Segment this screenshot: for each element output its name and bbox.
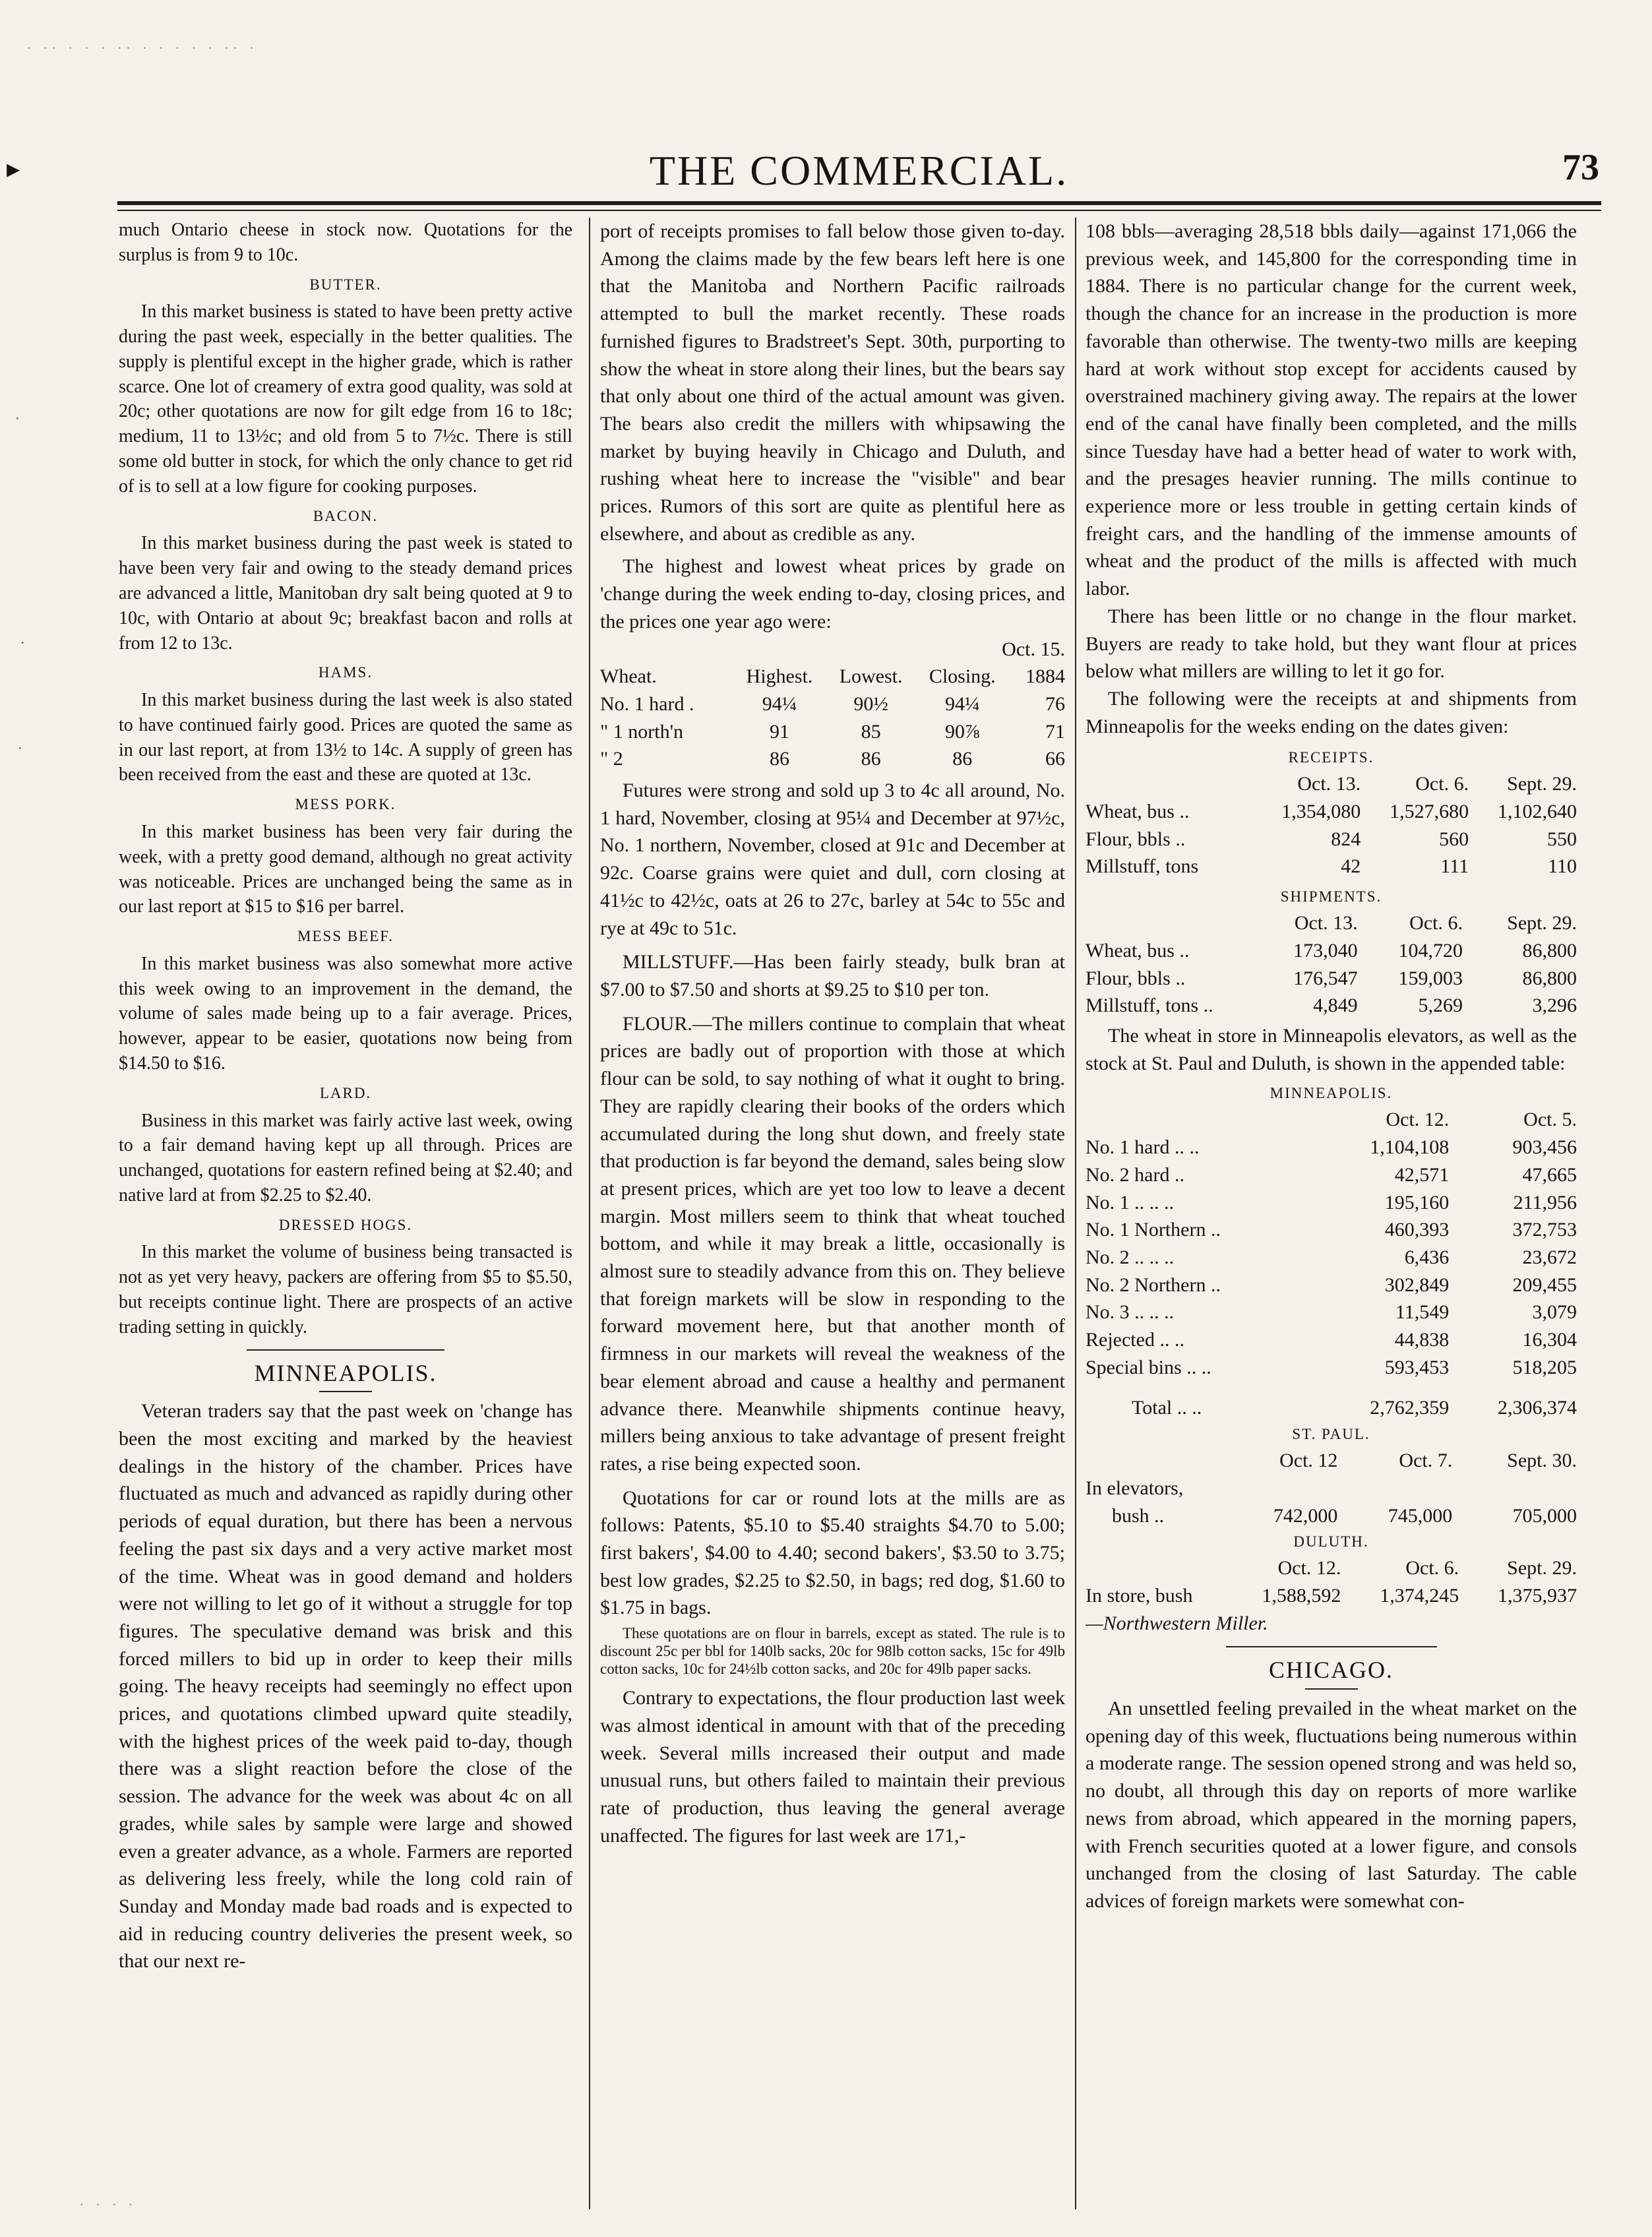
table-cell: 745,000 xyxy=(1388,1504,1453,1527)
table-header: Oct. 13. xyxy=(1297,773,1361,795)
table-cell: 86 xyxy=(861,748,881,770)
table-cell: 86,800 xyxy=(1522,967,1577,989)
table-cell: 1,374,245 xyxy=(1380,1584,1459,1607)
table-cell: Rejected .. .. xyxy=(1086,1329,1184,1351)
table-cell: No. 2 .. .. .. xyxy=(1086,1246,1175,1268)
table-row xyxy=(1086,798,1577,826)
table-cell: 16,304 xyxy=(1522,1329,1577,1351)
table-cell: 5,269 xyxy=(1418,995,1463,1017)
paragraph: Business in this market was fairly active last week, owing to a fair demand having kept up all through. Prices are unchanged, quotations for eastern refined being at $2.40; and native lard at from $2.25 to $2.40. xyxy=(119,1110,572,1206)
section-heading: LARD. xyxy=(319,1084,372,1101)
table-cell: 42,571 xyxy=(1394,1163,1450,1186)
source-credit: —Northwestern Miller. xyxy=(1086,1612,1268,1634)
scan-noise: · ·· · · · ·· · · · · · ·· · xyxy=(26,40,259,56)
section-heading: DRESSED HOGS. xyxy=(278,1216,413,1233)
table-header: Oct. 12 xyxy=(1279,1450,1338,1472)
table-header: Wheat. xyxy=(600,665,657,688)
table-header-row xyxy=(1086,1106,1577,1134)
table-caption: ST. PAUL. xyxy=(1292,1426,1370,1443)
table-date: Oct. 15. xyxy=(1002,638,1065,660)
section-heading: BACON. xyxy=(313,507,379,524)
table-cell: 23,672 xyxy=(1522,1246,1577,1268)
margin-speck: · xyxy=(15,409,20,428)
paragraph: Futures were strong and sold up 3 to 4c all around, No. 1 hard, November, closing at 95¼ and December at 97½c, No. 1 northern, November, closed at 91c and December at 92c. Coarse grains were quiet and dull, corn closing at 41½c to 42½c, oats at 26 to 27c, barley at 54c to 55c and rye at 49c to 51c. xyxy=(600,780,1065,939)
table-cell: 90½ xyxy=(853,692,888,715)
table-cell: 86 xyxy=(769,748,789,770)
table-cell: 460,393 xyxy=(1384,1219,1450,1241)
st-paul-table xyxy=(1086,1447,1577,1529)
table-header: Oct. 13. xyxy=(1294,912,1358,935)
page-marker-icon: ▸ xyxy=(7,154,20,183)
table-cell: No. 1 hard . xyxy=(600,692,694,715)
table-cell: 3,296 xyxy=(1532,995,1577,1017)
table-header: Oct. 6. xyxy=(1405,1557,1459,1579)
table-row xyxy=(1086,1582,1577,1610)
table-cell: No. 2 hard .. xyxy=(1086,1163,1184,1186)
table-cell: 1,104,108 xyxy=(1370,1136,1450,1159)
table-caption: DULUTH. xyxy=(1293,1533,1369,1550)
table-cell: 372,753 xyxy=(1512,1219,1577,1241)
table-cell: No. 1 Northern .. xyxy=(1086,1219,1221,1241)
table-cell: 518,205 xyxy=(1512,1356,1577,1378)
table-cell: 176,547 xyxy=(1293,967,1358,989)
paragraph: In this market business has been very fair during the week, with a pretty good demand, although no great activity was noticeable. Prices are unchanged being the same as in our last report at $15 to $16 per barrel. xyxy=(119,821,572,917)
paragraph: port of receipts promises to fall below those given to-day. Among the claims made by the few bears left here is one that the Manitoba and Northern Pacific railroads attempted to bull the market recently. These roads furnished figures to Bradstreet's Sept. 30th, purporting to show the wheat in store along their lines, but the bears say that only about one third of the actual amount was given. The bears also credit the millers with whipsawing the market by buying heavily in Chicago and Duluth, and rushing wheat here to increase the "visible" and bear prices. Rumors of this sort are quite as plentiful here as elsewhere, and about as credible as any. xyxy=(600,220,1065,545)
paragraph: In this market business was also somewhat more active this week owing to an improvement in the demand, the volume of sales made being up to a fair average. Prices, however, appear to be easier, quotations now being from $14.50 to $16. xyxy=(119,953,572,1074)
section-divider xyxy=(1226,1646,1437,1647)
section-divider xyxy=(247,1349,444,1351)
table-cell: 1,102,640 xyxy=(1498,801,1577,823)
paragraph: The highest and lowest wheat prices by grade on 'change during the week ending to-day, closing prices, and the prices one year ago were: xyxy=(600,555,1065,632)
table-cell: 4,849 xyxy=(1313,995,1358,1017)
table-header xyxy=(1086,1106,1322,1134)
table-cell: 111 xyxy=(1440,855,1469,878)
duluth-table xyxy=(1086,1554,1577,1609)
scan-noise: · · · · xyxy=(79,2196,137,2213)
paragraph: In this market the volume of business being transacted is not as yet very heavy, packers are offering from $5 to $5.50, but receipts continue light. There are prospects of an active trading setting in quickly. xyxy=(119,1242,572,1337)
table-cell: 47,665 xyxy=(1522,1163,1577,1186)
margin-speck: · xyxy=(20,633,26,652)
table-row xyxy=(600,690,1065,718)
table-header-row xyxy=(1086,1447,1577,1475)
table-cell: 211,956 xyxy=(1513,1191,1577,1213)
table-header-row xyxy=(1086,909,1577,937)
table-row xyxy=(1086,1189,1577,1217)
table-cell: bush .. xyxy=(1112,1504,1165,1527)
table-cell: Flour, bbls .. xyxy=(1086,828,1186,850)
table-cell: Wheat, bus .. xyxy=(1086,939,1190,962)
paragraph: The following were the receipts at and shipments from Minneapolis for the weeks ending on the dates given: xyxy=(1086,687,1577,737)
table-cell: 560 xyxy=(1439,828,1469,850)
table-cell: 94¼ xyxy=(762,692,797,715)
table-cell: 593,453 xyxy=(1384,1356,1450,1378)
table-total-row xyxy=(1086,1394,1577,1422)
table-cell: 1,527,680 xyxy=(1390,801,1469,823)
column-2 xyxy=(600,218,1065,2209)
table-row xyxy=(1086,1502,1577,1530)
page-number: 73 xyxy=(1562,147,1599,188)
table-cell: 42 xyxy=(1341,855,1361,878)
table-header-row xyxy=(600,663,1065,690)
masthead-rule-thick xyxy=(117,201,1601,205)
footnote: These quotations are on flour in barrels, except as stated. The rule is to discount 25c per bbl for 140lb sacks, 20c for 98lb cotton sacks, 15c for 49lb cotton sacks, 10c for 24½lb cotton sacks, and 20c for 49lb paper sacks. xyxy=(600,1625,1065,1678)
paragraph: An unsettled feeling prevailed in the wheat market on the opening day of this week, fluctuations being numerous within a moderate range. The session opened strong and was held so, no doubt, all through this day on reports of more warlike news from abroad, which appeared in the morning papers, with French securities quoted at a lower figure, and consols unchanged from the closing of last Saturday. The cable advices of foreign markets were somewhat con- xyxy=(1086,1698,1577,1912)
table-row xyxy=(1086,1326,1577,1354)
table-cell: 2,306,374 xyxy=(1498,1397,1577,1419)
table-header: Oct. 6. xyxy=(1409,912,1463,935)
table-cell: 86,800 xyxy=(1522,939,1577,962)
table-cell: 195,160 xyxy=(1384,1191,1450,1213)
table-header: Oct. 12. xyxy=(1386,1109,1450,1131)
table-row xyxy=(1086,1475,1577,1502)
table-cell: 91 xyxy=(769,720,789,743)
table-cell: 85 xyxy=(861,720,881,743)
table-header: Oct. 6. xyxy=(1415,773,1469,795)
table-cell: 742,000 xyxy=(1273,1504,1338,1527)
masthead-title: THE COMMERCIAL. xyxy=(649,147,1069,194)
table-header: 1884 xyxy=(1025,665,1065,688)
table-header: Sept. 29. xyxy=(1507,912,1577,935)
table-row xyxy=(1086,853,1577,880)
table-cell: 44,838 xyxy=(1394,1329,1450,1351)
table-row xyxy=(1086,1354,1577,1382)
table-row xyxy=(1086,937,1577,965)
table-cell: 1,375,937 xyxy=(1498,1584,1577,1607)
table-row xyxy=(1086,992,1577,1020)
table-cell: Special bins .. .. xyxy=(1086,1356,1211,1378)
table-header-row xyxy=(1086,770,1577,798)
paragraph: Veteran traders say that the past week on 'change has been the most exciting and marked by the heaviest dealings in the history of the chamber. Prices have fluctuated as much and advanced as rapidly during other periods of equal duration, but there has been a nervous feeling the past six days and a very active market most of the time. Wheat was in good demand and holders were not willing to let go of it without a struggle for top figures. The speculative demand was brisk and this forced millers to bid up in order to keep their mills going. The heavy receipts had seemingly no effect upon prices, and quotations climbed upward quite steadily, with the highest prices of the week paid to-day, though there was a slight reaction before the close of the session. The advance for the week was about 4c on all grades, while sales by sample were large and showed even a greater advance, as a whole. Farmers are reported as delivering less freely, while the long cold rain of Sunday and Monday made bad roads and is expected to aid in reducing country deliveries the present week, so that our next re- xyxy=(119,1400,572,1973)
table-header: Sept. 29. xyxy=(1507,1557,1577,1579)
margin-speck: · xyxy=(17,739,23,758)
table-cell: 90⅞ xyxy=(945,720,980,743)
section-title: MINNEAPOLIS. xyxy=(119,1360,572,1393)
table-cell: In store, bush xyxy=(1086,1584,1193,1607)
table-header xyxy=(1086,770,1252,798)
wheat-price-table xyxy=(600,636,1065,774)
table-cell: In elevators, xyxy=(1086,1477,1184,1499)
table-cell: 1,354,080 xyxy=(1281,801,1361,823)
minneapolis-stock-table xyxy=(1086,1106,1577,1422)
table-cell: 173,040 xyxy=(1293,939,1358,962)
table-row xyxy=(1086,965,1577,993)
table-caption: MINNEAPOLIS. xyxy=(1270,1085,1393,1102)
table-row xyxy=(600,718,1065,746)
table-row xyxy=(1086,1299,1577,1326)
table-header-row xyxy=(1086,1554,1577,1582)
paragraph: There has been little or no change in the flour market. Buyers are ready to take hold, but they want flour at prices below what millers are willing to let it go for. xyxy=(1086,605,1577,683)
table-cell: No. 1 .. .. .. xyxy=(1086,1191,1175,1213)
table-header: Lowest. xyxy=(839,665,903,688)
table-cell: 104,720 xyxy=(1398,939,1463,962)
section-title: CHICAGO. xyxy=(1086,1657,1577,1690)
table-row xyxy=(1086,1272,1577,1299)
paragraph: In this market business is stated to have been pretty active during the past week, especially in the better qualities. The supply is plentiful except in the higher grade, which is rather scarce. One lot of creamery of extra good quality, was sold at 20c; other quotations are now for gilt edge from 16 to 18c; medium, 11 to 13½c; and old from 5 to 7½c. There is still some old butter in stock, for which the only chance to get rid of is to sell at a low figure for cooking purposes. xyxy=(119,301,572,497)
table-cell: " 1 north'n xyxy=(600,720,683,743)
table-cell: 550 xyxy=(1547,828,1577,850)
table-cell: Wheat, bus .. xyxy=(1086,801,1190,823)
table-cell: 2,762,359 xyxy=(1370,1397,1450,1419)
table-row xyxy=(600,745,1065,773)
paragraph: The wheat in store in Minneapolis elevators, as well as the stock at St. Paul and Duluth, is shown in the appended table: xyxy=(1086,1024,1577,1074)
paragraph: MILLSTUFF.—Has been fairly steady, bulk bran at $7.00 to $7.50 and shorts at $9.25 to $10 per ton. xyxy=(600,951,1065,1000)
paragraph: 108 bbls—averaging 28,518 bbls daily—against 171,066 the previous week, and 145,800 for the corresponding time in 1884. There is no particular change for the current week, though the chance for an increase in the production is more favorable than otherwise. The twenty-two mills are keeping hard at work without stop except for accidents caused by overstrained machinery giving away. The repairs at the lower end of the canal have finally been completed, and the mills since Tuesday have had a better head of water to work with, and the presages heavier running. The mills continue to experience more or less trouble in getting certain kinds of freight cars, and the handling of the immense amounts of wheat and the product of the mills is affected with much labor. xyxy=(1086,220,1577,600)
paragraph: FLOUR.—The millers continue to complain that wheat prices are badly out of proportion with those at which flour can be sold, to say nothing of what it ought to bring. They are rapidly clearing their books of the orders which accumulated during the long shut down, and freely state that production is far beyond the demand, sales being slow at present prices, which are yet too low to leave a decent margin. Most millers seem to think that wheat touched bottom, and while it may break a little, occasionally is almost sure to steadily advance from this on. They believe that foreign markets will be slow in responding to the forward movement here, but that another month of firmness in our markets will reveal the weakness of the bear element abroad and cause a healthy and permanent advance there. Meanwhile shipments continue heavy, millers being anxious to take advantage of present freight rates, a rise being expected soon. xyxy=(600,1012,1065,1475)
receipts-table xyxy=(1086,770,1577,880)
table-cell: Flour, bbls .. xyxy=(1086,967,1186,989)
table-cell: No. 1 hard .. .. xyxy=(1086,1136,1200,1159)
column-3 xyxy=(1086,218,1577,2209)
table-row xyxy=(1086,826,1577,853)
table-header xyxy=(1086,909,1252,937)
table-header: Oct. 5. xyxy=(1523,1109,1577,1131)
table-cell: 903,456 xyxy=(1512,1136,1577,1159)
table-cell: 11,549 xyxy=(1395,1301,1450,1324)
table-header: Highest. xyxy=(746,665,813,688)
table-cell: No. 3 .. .. .. xyxy=(1086,1301,1175,1324)
table-row xyxy=(1086,1216,1577,1244)
table-header: Oct. 12. xyxy=(1277,1557,1341,1579)
table-row xyxy=(1086,1244,1577,1272)
table-header: Closing. xyxy=(929,665,996,688)
table-header: Sept. 30. xyxy=(1507,1450,1577,1472)
column-1 xyxy=(119,218,572,2209)
table-cell: 209,455 xyxy=(1512,1273,1577,1296)
masthead-rule-thin xyxy=(117,210,1601,211)
table-row xyxy=(1086,1134,1577,1161)
table-cell: 6,436 xyxy=(1404,1246,1450,1268)
table-cell: 94¼ xyxy=(945,692,980,715)
table-header: Sept. 29. xyxy=(1507,773,1577,795)
table-cell: No. 2 Northern .. xyxy=(1086,1273,1221,1296)
section-heading: MESS BEEF. xyxy=(297,928,394,945)
table-cell: " 2 xyxy=(600,748,623,770)
paragraph: In this market business during the last week is also stated to have continued fairly good. Prices are quoted the same as in our last report, at from 13½ to 14c. A supply of green has been received from the east and these are quoted at 13c. xyxy=(119,690,572,785)
masthead xyxy=(7,146,1599,194)
table-cell: Millstuff, tons .. xyxy=(1086,995,1213,1017)
section-heading: BUTTER. xyxy=(309,276,382,293)
table-cell: 302,849 xyxy=(1384,1273,1450,1296)
table-cell: 66 xyxy=(1045,748,1065,770)
table-cell: 1,588,592 xyxy=(1262,1584,1341,1607)
column-separator xyxy=(1075,218,1076,2209)
table-cell: 76 xyxy=(1045,692,1065,715)
table-cell: 824 xyxy=(1331,828,1361,850)
table-cell: Millstuff, tons xyxy=(1086,855,1199,878)
table-caption: RECEIPTS. xyxy=(1288,749,1374,766)
table-caption: SHIPMENTS. xyxy=(1280,888,1382,905)
section-heading: MESS PORK. xyxy=(295,796,396,813)
shipments-table xyxy=(1086,909,1577,1020)
column-separator xyxy=(589,218,590,2209)
paragraph: much Ontario cheese in stock now. Quotations for the surplus is from 9 to 10c. xyxy=(119,220,572,265)
table-row xyxy=(1086,1161,1577,1189)
table-cell: 110 xyxy=(1548,855,1577,878)
section-heading: HAMS. xyxy=(318,664,373,681)
table-cell: 705,000 xyxy=(1512,1504,1577,1527)
table-cell: 3,079 xyxy=(1532,1301,1577,1324)
paragraph: Contrary to expectations, the flour production last week was almost identical in amount with that of the preceding week. Several mills increased their output and made unusual runs, but others failed to maintain their previous rate of production, thus leaving the general average unaffected. The figures for last week are 171,- xyxy=(600,1687,1065,1847)
table-cell: 71 xyxy=(1045,720,1065,743)
table-header: Oct. 7. xyxy=(1399,1450,1453,1472)
table-cell: 159,003 xyxy=(1398,967,1463,989)
table-cell: Total .. .. xyxy=(1132,1397,1202,1419)
paragraph: Quotations for car or round lots at the mills are as follows: Patents, $5.10 to $5.40 straights $4.70 to 5.00; first bakers', $4.00 to 4.40; second bakers', $3.50 to 3.75; best low grades, $2.25 to $2.50, in bags; red dog, $1.60 to $1.75 in bags. xyxy=(600,1486,1065,1619)
paragraph: In this market business during the past week is stated to have been very fair and owing to the steady demand prices are advanced a little, Manitoban dry salt being quoted at 9 to 10c, with Ontario at about 9c; breakfast bacon and rolls at from 12 to 13c. xyxy=(119,533,572,654)
table-cell: 86 xyxy=(952,748,973,770)
